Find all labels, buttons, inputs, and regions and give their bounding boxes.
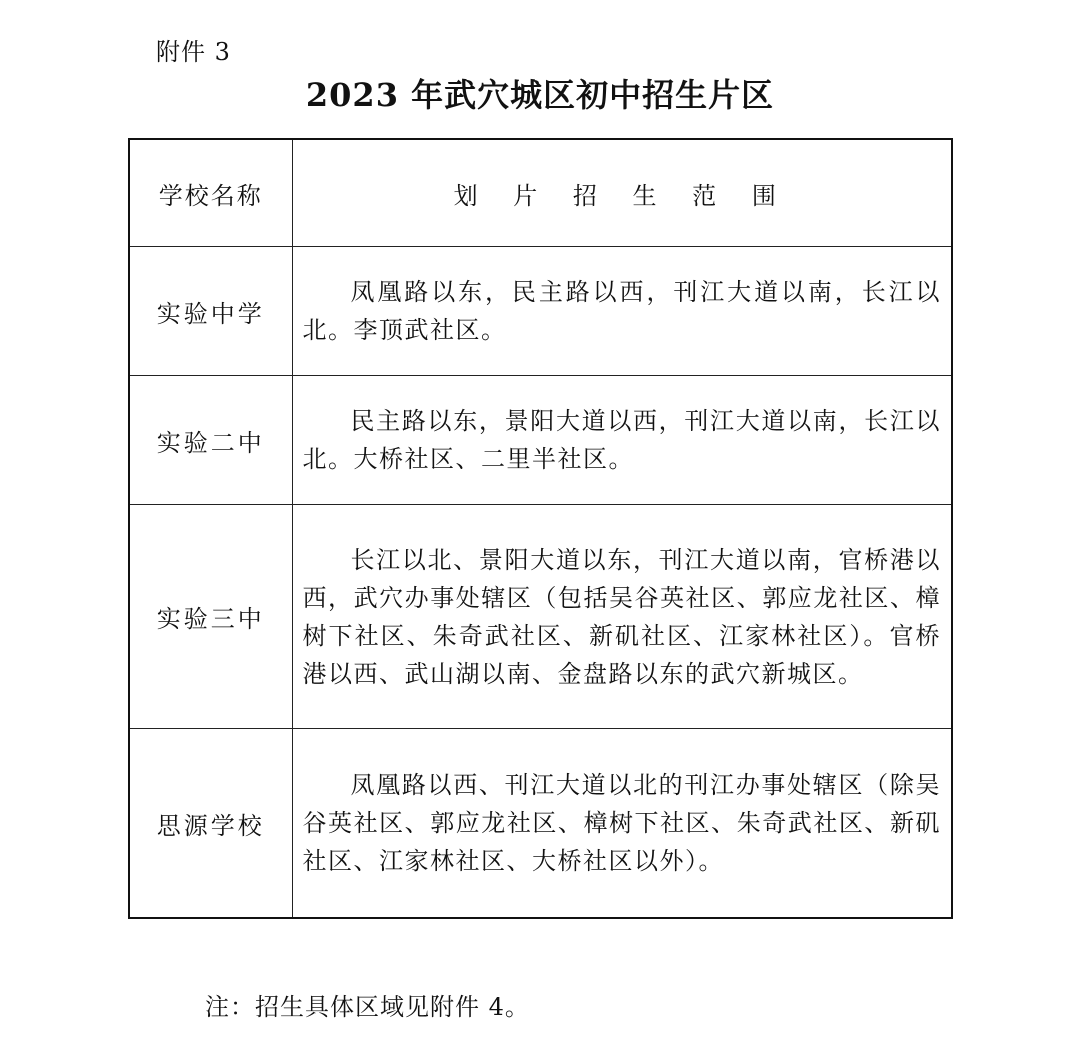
header-school-name: 学校名称 [129, 139, 292, 247]
document-title: 2023 年武穴城区初中招生片区 [305, 76, 775, 114]
attachment-label: 附件 3 [156, 38, 231, 66]
school-name-cell: 实验中学 [129, 247, 292, 376]
footnote: 注：招生具体区域见附件 4。 [205, 993, 530, 1021]
header-enrollment-scope: 划 片 招 生 范 围 [292, 139, 952, 247]
enrollment-scope-cell [292, 376, 952, 505]
scope-text: 长江以北、景阳大道以东，刊江大道以南，官桥港以西，武穴办事处辖区（包括吴谷英社区、郭应龙社区、樟树下社区、朱奇武社区、新矶社区、江家林社区）。官桥港以西、武山湖以南、金盘路以东的武穴新城区。 [302, 545, 941, 688]
table-row [129, 505, 952, 729]
school-name-cell: 实验三中 [129, 505, 292, 729]
table-row [129, 729, 952, 919]
table-row [129, 376, 952, 505]
scope-text: 凤凰路以西、刊江大道以北的刊江办事处辖区（除吴谷英社区、郭应龙社区、樟树下社区、朱奇武社区、新矶社区、江家林社区、大桥社区以外）。 [302, 771, 941, 875]
school-name-cell: 思源学校 [129, 729, 292, 919]
table-row [129, 247, 952, 376]
scope-text: 凤凰路以东，民主路以西，刊江大道以南，长江以北。李顶武社区。 [302, 278, 941, 344]
school-name-cell: 实验二中 [129, 376, 292, 505]
enrollment-scope-cell [292, 505, 952, 729]
scope-text: 民主路以东，景阳大道以西，刊江大道以南，长江以北。大桥社区、二里半社区。 [302, 407, 941, 473]
enrollment-scope-cell [292, 729, 952, 919]
enrollment-zone-table [128, 138, 953, 919]
table-header-row [129, 139, 952, 247]
enrollment-scope-cell [292, 247, 952, 376]
